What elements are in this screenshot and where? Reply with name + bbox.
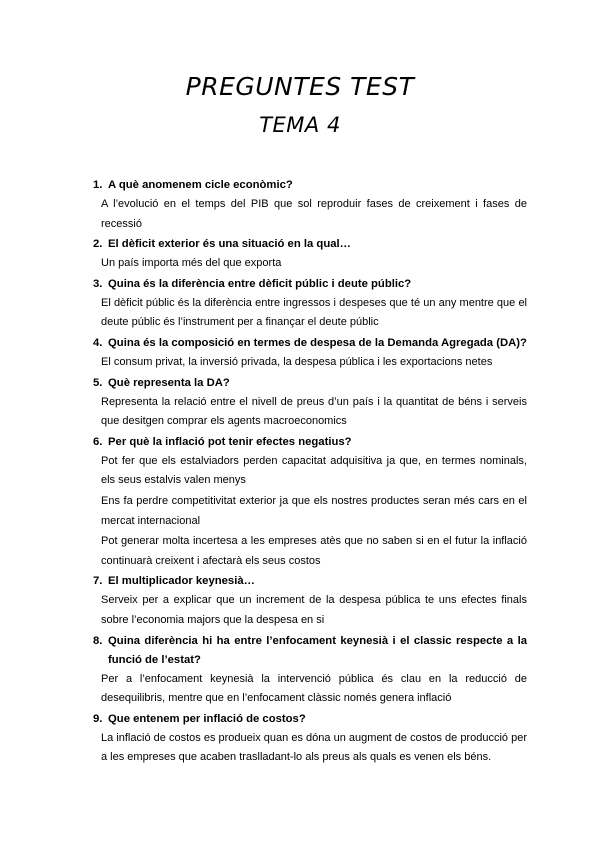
- question-number: 6.: [93, 435, 103, 448]
- question-item-3: [93, 275, 527, 333]
- question-heading: [93, 334, 527, 353]
- answer-text: Ens fa perdre competitivitat exterior ja que els nostres productes seran més cars en el mercat internacional: [101, 494, 527, 527]
- question-text: Què representa la DA?: [108, 376, 230, 389]
- question-number: 9.: [93, 712, 103, 725]
- question-text: A què anomenem cicle econòmic?: [108, 179, 293, 191]
- question-item-5: [93, 374, 527, 432]
- question-item-9: [93, 710, 527, 768]
- answer-text: Pot fer que els estalviadors perden capacitat adquisitiva ja que, en termes nominals, els seus estalvis valen menys: [101, 454, 527, 487]
- answer-text: Serveix per a explicar que un increment de la despesa pública te uns efectes finals sobre l’economia majors que la despesa en si: [101, 594, 527, 626]
- document-subtitle: TEMA 4: [259, 113, 341, 137]
- question-heading: [93, 433, 527, 452]
- question-list: [93, 176, 527, 769]
- answer-text: El dèficit públic és la diferència entre ingressos i despeses que té un any mentre que el deute públic és l’instrument per a finançar el deute públic: [101, 296, 527, 329]
- question-item-6: [93, 433, 527, 572]
- question-text: Quina és la diferència entre dèficit públic i deute públic?: [108, 277, 412, 290]
- question-heading: [93, 235, 527, 254]
- question-number: 7.: [93, 575, 103, 588]
- answer-text: El consum privat, la inversió privada, la despesa pública i les exportacions netes: [101, 355, 493, 368]
- answer-text: A l’evolució en el temps del PIB que sol reproduir fases de creixement i fases de recessió: [101, 198, 527, 230]
- answer-text: La inflació de costos es produeix quan es dóna un augment de costos de producció per a les empreses que acaben traslladant-lo als preus als quals es venen els béns.: [101, 731, 527, 764]
- question-heading: [93, 374, 527, 393]
- answer-text: Representa la relació entre el nivell de preus d’un país i la quantitat de béns i serveis que desitgen comprar els agents macroeconomics: [101, 395, 527, 428]
- question-number: 5.: [93, 376, 103, 389]
- question-number: 2.: [93, 238, 103, 251]
- question-heading: [93, 710, 527, 729]
- question-number: 8.: [93, 634, 103, 647]
- answer-text: Pot generar molta incertesa a les empreses atès que no saben si en el futur la inflació continuarà creixent i afectarà els seus costos: [101, 535, 527, 567]
- question-text: Quina diferència hi ha entre l’enfocament keynesià i el classic respecte a la funció de l’estat?: [108, 634, 527, 666]
- question-heading: [93, 632, 527, 670]
- document-title: PREGUNTES TEST: [185, 72, 415, 101]
- question-text: Quina és la composició en termes de despesa de la Demanda Agregada (DA)?: [108, 336, 527, 349]
- question-item-4: [93, 334, 527, 373]
- question-item-2: [93, 235, 527, 274]
- question-text: Que entenem per inflació de costos?: [108, 712, 306, 725]
- question-heading: [93, 572, 527, 591]
- question-number: 4.: [93, 336, 103, 349]
- question-heading: [93, 176, 527, 195]
- question-text: El dèficit exterior és una situació en la qual…: [108, 238, 351, 251]
- answer-text: Per a l’enfocament keynesià la intervenció pública és clau en la reducció de desequilibris, mentre que en l’enfocament clàssic només genera inflació: [101, 672, 527, 705]
- answer-text: Un país importa més del que exporta: [101, 257, 282, 270]
- question-number: 3.: [93, 277, 103, 290]
- question-item-7: [93, 572, 527, 630]
- question-text: El multiplicador keynesià…: [108, 575, 255, 588]
- question-item-8: [93, 632, 527, 709]
- question-heading: [93, 275, 527, 294]
- question-number: 1.: [93, 179, 103, 191]
- question-text: Per què la inflació pot tenir efectes negatius?: [108, 435, 352, 448]
- question-item-1: [93, 176, 527, 234]
